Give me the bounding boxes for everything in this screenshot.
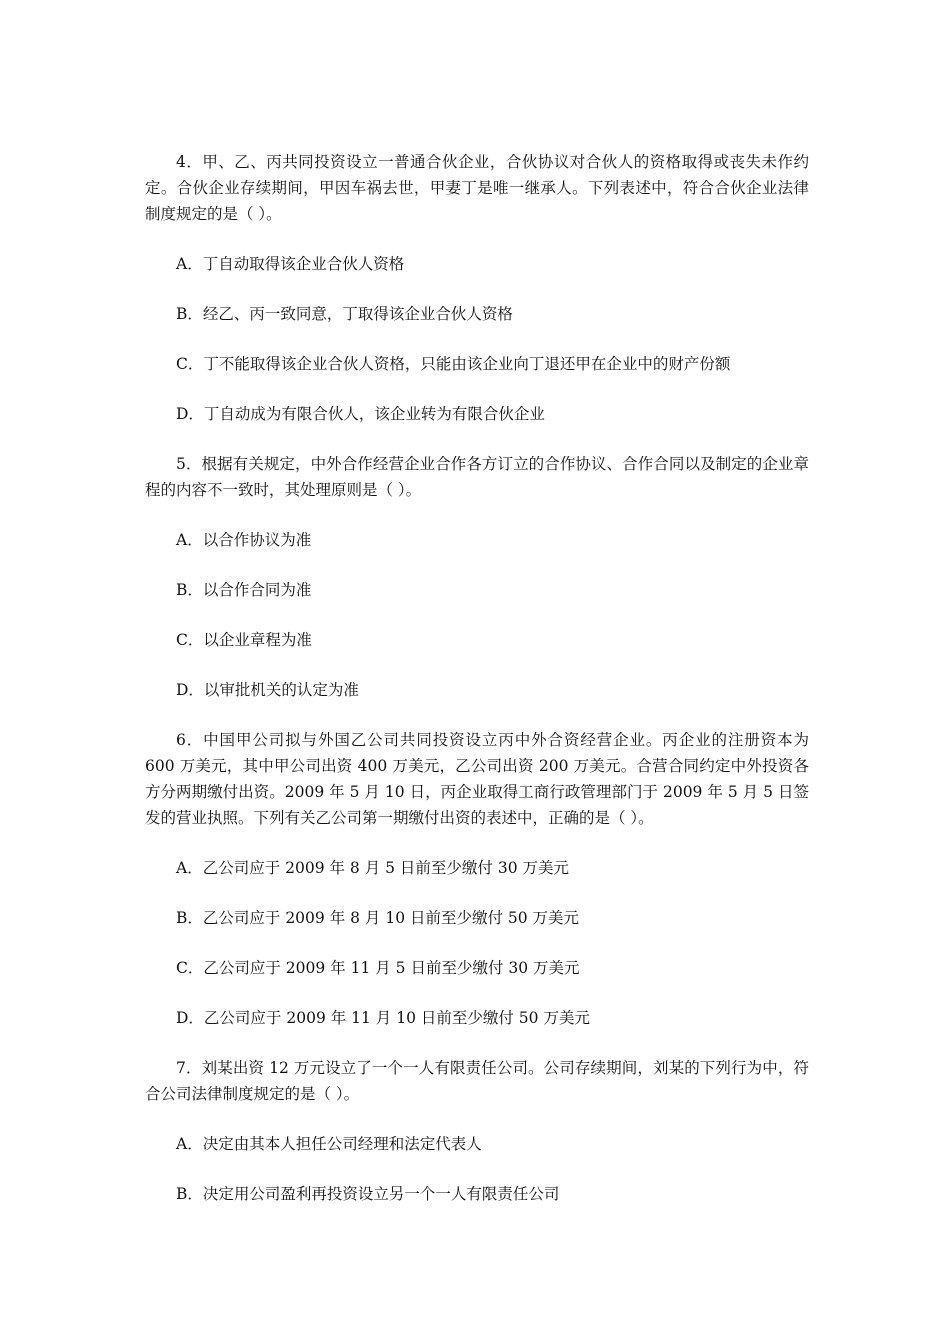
question-4 — [145, 149, 809, 427]
option-b: B．经乙、丙一致同意，丁取得该企业合伙人资格 — [176, 305, 513, 323]
question-5 — [145, 451, 809, 703]
option-a: A．乙公司应于 2009 年 8 月 5 日前至少缴付 30 万美元 — [176, 859, 570, 877]
option-a: A．丁自动取得该企业合伙人资格 — [176, 255, 405, 273]
question-stem: 5．根据有关规定，中外合作经营企业合作各方订立的合作协议、合作合同以及制定的企业章程的内容不一致时，其处理原则是（ ）。 — [145, 455, 809, 499]
question-7 — [145, 1055, 809, 1207]
question-stem: 6．中国甲公司拟与外国乙公司共同投资设立丙中外合资经营企业。丙企业的注册资本为 600 万美元，其中甲公司出资 400 万美元，乙公司出资 200 万美元。合营合同约定中外投资各方分两期缴付出资。2009 年 5 月 10 日，丙企业取得工商行政管理部门于 2009 年 5 月 5 日签发的营业执照。下列有关乙公司第一期缴付出资的表述中，正确的是（ ）。 — [145, 731, 809, 827]
question-stem: 4．甲、乙、丙共同投资设立一普通合伙企业，合伙协议对合伙人的资格取得或丧失未作约定。合伙企业存续期间，甲因车祸去世，甲妻丁是唯一继承人。下列表述中，符合合伙企业法律制度规定的是（ ）。 — [145, 153, 809, 223]
option-a: A．决定由其本人担任公司经理和法定代表人 — [176, 1135, 482, 1153]
option-c: C．丁不能取得该企业合伙人资格，只能由该企业向丁退还甲在企业中的财产份额 — [176, 355, 731, 373]
option-b: B．以合作合同为准 — [176, 581, 312, 599]
option-c: C．以企业章程为准 — [176, 631, 312, 649]
option-a: A．以合作协议为准 — [176, 531, 312, 549]
option-d: D．乙公司应于 2009 年 11 月 10 日前至少缴付 50 万美元 — [176, 1009, 590, 1027]
option-b: B．乙公司应于 2009 年 8 月 10 日前至少缴付 50 万美元 — [176, 909, 580, 927]
option-b: B．决定用公司盈利再投资设立另一个一人有限责任公司 — [176, 1185, 560, 1203]
question-stem: 7．刘某出资 12 万元设立了一个一人有限责任公司。公司存续期间，刘某的下列行为中，符合公司法律制度规定的是（ ）。 — [145, 1059, 809, 1103]
question-6 — [145, 727, 809, 1031]
document-page — [145, 149, 809, 1231]
option-d: D．丁自动成为有限合伙人，该企业转为有限合伙企业 — [176, 405, 545, 423]
option-c: C．乙公司应于 2009 年 11 月 5 日前至少缴付 30 万美元 — [176, 959, 580, 977]
option-d: D．以审批机关的认定为准 — [176, 681, 359, 699]
